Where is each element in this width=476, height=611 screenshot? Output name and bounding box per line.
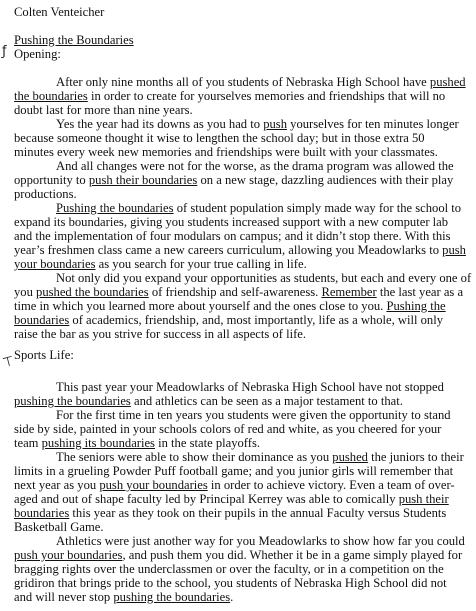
text-segment: the last year as a <box>376 285 464 299</box>
text-segment: bragging rights over the underclassmen or over the faculty, or in a competition on the <box>14 562 444 576</box>
opening-line <box>14 215 448 229</box>
underlined-text: pushed <box>332 450 368 464</box>
text-segment: in order to achieve victory. Even a team of over- <box>207 478 455 492</box>
sports-line <box>14 464 453 478</box>
opening-line <box>56 159 454 173</box>
text-segment: year’s freshmen class came a new careers curriculum, allowing you Meadowlarks to <box>14 243 443 257</box>
text-segment: aged and out of shape faculty led by Principal Kerrey was able to comically <box>14 492 399 506</box>
sports-line <box>14 492 449 506</box>
text-segment: this year as they took on their pupils in the annual Faculty versus Students <box>69 506 447 520</box>
sports-line <box>14 506 446 520</box>
text-segment: of academics, friendship, and, most importantly, life as a whole, will only <box>69 313 444 327</box>
underlined-text: push your boundaries <box>14 548 123 562</box>
sports-line <box>14 548 462 562</box>
text-segment: and will never stop <box>14 590 114 604</box>
underlined-text: pushing its boundaries <box>41 436 155 450</box>
underlined-text: your boundaries <box>14 257 96 271</box>
sports-line <box>56 450 464 464</box>
text-segment: opportunity to <box>14 173 89 187</box>
opening-line <box>14 89 445 103</box>
opening-line <box>14 145 438 159</box>
text-segment: After only nine months all of you students of Nebraska High School have <box>56 75 430 89</box>
opening-line <box>14 243 466 257</box>
text-segment: The seniors were able to show their dominance as you <box>56 450 333 464</box>
sports-line <box>14 576 447 590</box>
text-segment: Athletics were just another way for you Meadowlarks to show how far you could <box>56 534 465 548</box>
opening-line <box>56 75 466 89</box>
opening-line <box>14 103 193 117</box>
text-segment: on a new stage, dazzling audiences with their play <box>197 173 454 187</box>
underlined-text: pushed the boundaries <box>36 285 149 299</box>
sports-line <box>14 422 441 436</box>
underlined-text: Remember <box>321 285 377 299</box>
sports-line <box>14 478 455 492</box>
author-name: Colten Venteicher <box>14 5 105 19</box>
opening-line <box>56 117 459 131</box>
text-segment: doubt last for more than nine years. <box>14 103 193 117</box>
sports-line <box>14 394 403 408</box>
opening-line <box>56 271 471 285</box>
underlined-text: pushing the boundaries <box>113 590 231 604</box>
underlined-text: boundaries <box>14 313 70 327</box>
text-segment: next year as you <box>14 478 100 492</box>
text-segment: yourselves for ten minutes longer <box>287 117 459 131</box>
text-segment: minutes every week new memories and friendships were built with your classmates. <box>14 145 438 159</box>
text-segment: This past year your Meadowlarks of Nebraska High School have not stopped <box>56 380 444 394</box>
opening-line <box>56 201 461 215</box>
opening-line <box>14 187 77 201</box>
underlined-text: push their boundaries <box>88 173 198 187</box>
text-segment: limits in a grueling Powder Puff football game; and you junior girls will remember that <box>14 464 454 478</box>
sports-line <box>56 534 465 548</box>
document-title: Pushing the Boundaries <box>14 33 134 47</box>
text-segment: the juniors to their <box>367 450 464 464</box>
sports-line <box>14 590 233 604</box>
underlined-text: pushing the boundaries <box>14 394 131 408</box>
text-segment: Yes the year had its downs as you had to <box>56 117 264 131</box>
underlined-text: push your boundaries <box>99 478 208 492</box>
underlined-text: push <box>263 117 287 131</box>
underlined-text: pushed <box>429 75 466 89</box>
text-segment: raise the bar as you strive for success in all aspects of life. <box>14 327 307 341</box>
text-segment: productions. <box>14 187 77 201</box>
text-segment: of friendship and self-awareness. <box>148 285 322 299</box>
text-segment: expand its boundaries, giving you students increased support with a new computer lab <box>14 215 449 229</box>
text-segment: . <box>230 590 234 604</box>
text-segment: team <box>14 436 42 450</box>
underlined-text: push <box>442 243 466 257</box>
text-segment: in the state playoffs. <box>154 436 261 450</box>
text-segment: because someone thought it wise to lengthen the school day; but in those extra 50 <box>14 131 425 145</box>
text-segment: you <box>14 285 37 299</box>
text-segment: in order to create for yourselves memories and friendships that will no <box>87 89 446 103</box>
text-segment: Not only did you expand your opportunities as students, but each and every one of <box>56 271 472 285</box>
opening-line <box>14 285 463 299</box>
sports-line <box>56 380 444 394</box>
opening-line <box>14 299 446 313</box>
underlined-text: Pushing the <box>386 299 446 313</box>
text-segment: And all changes were not for the worse, as the drama program was allowed the <box>56 159 454 173</box>
sports-line <box>14 436 260 450</box>
text-segment: of student population simply made way for the school to <box>173 201 462 215</box>
opening-line <box>14 313 443 327</box>
text-segment: and the implementation of four modulars on campus; and it didn’t stop there. With this <box>14 229 451 243</box>
sports-line <box>14 520 104 534</box>
text-segment: as you search for your true calling in life. <box>95 257 307 271</box>
opening-line <box>14 173 453 187</box>
text-segment: , and push them you did. Whether it be in a game simply played for <box>122 548 463 562</box>
underlined-text: the boundaries <box>14 89 88 103</box>
sports-line <box>56 408 451 422</box>
text-segment: gridiron that brings pride to the school, you students of Nebraska High School did not <box>14 576 447 590</box>
opening-line <box>14 257 307 271</box>
opening-line <box>14 327 306 341</box>
underlined-text: Pushing the boundaries <box>56 201 174 215</box>
opening-heading: Opening: <box>14 47 61 61</box>
text-segment: side by side, painted in your schools colors of red and white, as you cheered for your <box>14 422 442 436</box>
opening-line <box>14 229 451 243</box>
underlined-text: boundaries <box>14 506 70 520</box>
handwritten-mark: ƒ <box>2 44 7 59</box>
handwritten-mark: ⊤ <box>1 353 16 372</box>
underlined-text: push their <box>398 492 449 506</box>
opening-line <box>14 131 425 145</box>
text-segment: and athletics can be seen as a major testament to that. <box>130 394 403 408</box>
text-segment: time in which you learned more about yourself and the ones close to you. <box>14 299 387 313</box>
text-segment: For the first time in ten years you students were given the opportunity to stand <box>56 408 451 422</box>
text-segment: Basketball Game. <box>14 520 104 534</box>
sports-heading: Sports Life: <box>14 348 74 362</box>
sports-line <box>14 562 444 576</box>
